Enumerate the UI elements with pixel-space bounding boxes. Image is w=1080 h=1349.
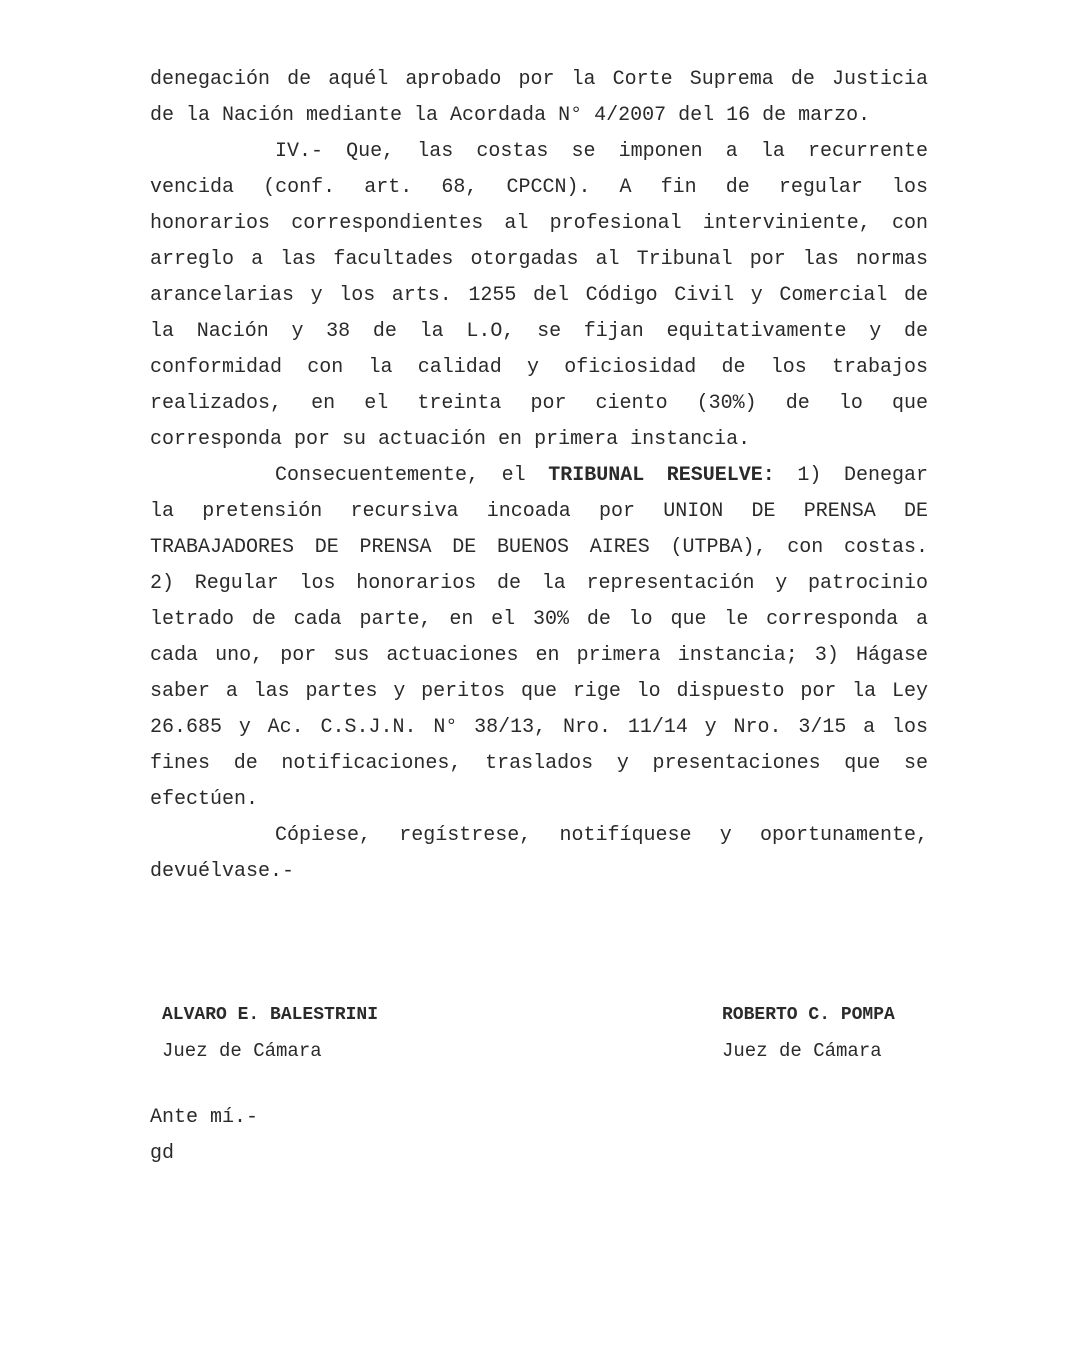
text-line: arreglo a las facultades otorgadas al Tribunal por las normas (150, 248, 928, 271)
resolve-after: 1) Denegar (774, 464, 928, 487)
resolve-line (150, 458, 928, 494)
text-line: cada uno, por sus actuaciones en primera instancia; 3) Hágase (150, 644, 928, 667)
signature-right (722, 997, 895, 1069)
text-line: conformidad con la calidad y oficiosidad de los trabajos (150, 356, 928, 379)
judge-name: ROBERTO C. POMPA (722, 1005, 895, 1025)
initials: gd (150, 1142, 175, 1165)
judge-name: ALVARO E. BALESTRINI (162, 1005, 379, 1025)
text-line: IV.- Que, las costas se imponen a la recurrente (275, 140, 928, 163)
text-line: corresponda por su actuación en primera instancia. (150, 428, 751, 451)
text-line: Cópiese, regístrese, notifíquese y oportunamente, (275, 824, 928, 847)
text-line: de la Nación mediante la Acordada N° 4/2007 del 16 de marzo. (150, 104, 871, 127)
judge-title: Juez de Cámara (162, 1040, 322, 1062)
text-line: arancelarias y los arts. 1255 del Código Civil y Comercial de (150, 284, 928, 307)
signature-left (162, 997, 378, 1069)
text-line: 2) Regular los honorarios de la representación y patrocinio (150, 572, 928, 595)
text-line: 26.685 y Ac. C.S.J.N. N° 38/13, Nro. 11/14 y Nro. 3/15 a los (150, 716, 928, 739)
text-line: realizados, en el treinta por ciento (30%) de lo que (150, 392, 928, 415)
text-line: denegación de aquél aprobado por la Corte Suprema de Justicia (150, 68, 928, 91)
text-line: honorarios correspondientes al profesional interviniente, con (150, 212, 928, 235)
resolution-body (150, 62, 928, 890)
judge-title: Juez de Cámara (722, 1040, 882, 1062)
ante-mi: Ante mí.- (150, 1106, 259, 1129)
text-line: la Nación y 38 de la L.O, se fijan equitativamente y de (150, 320, 928, 343)
text-line: devuélvase.- (150, 860, 295, 883)
text-line: TRABAJADORES DE PRENSA DE BUENOS AIRES (UTPBA), con costas. (150, 536, 928, 559)
text-line: letrado de cada parte, en el 30% de lo que le corresponda a (150, 608, 928, 631)
text-line: efectúen. (150, 788, 259, 811)
text-line: saber a las partes y peritos que rige lo dispuesto por la Ley (150, 680, 928, 703)
text-line: fines de notificaciones, traslados y presentaciones que se (150, 752, 928, 775)
tribunal-resuelve: TRIBUNAL RESUELVE: (548, 464, 775, 487)
text-line: vencida (conf. art. 68, CPCCN). A fin de regular los (150, 176, 928, 199)
text-line: la pretensión recursiva incoada por UNION DE PRENSA DE (150, 500, 928, 523)
resolve-before: Consecuentemente, el (275, 464, 549, 487)
footer-block (150, 1100, 258, 1172)
